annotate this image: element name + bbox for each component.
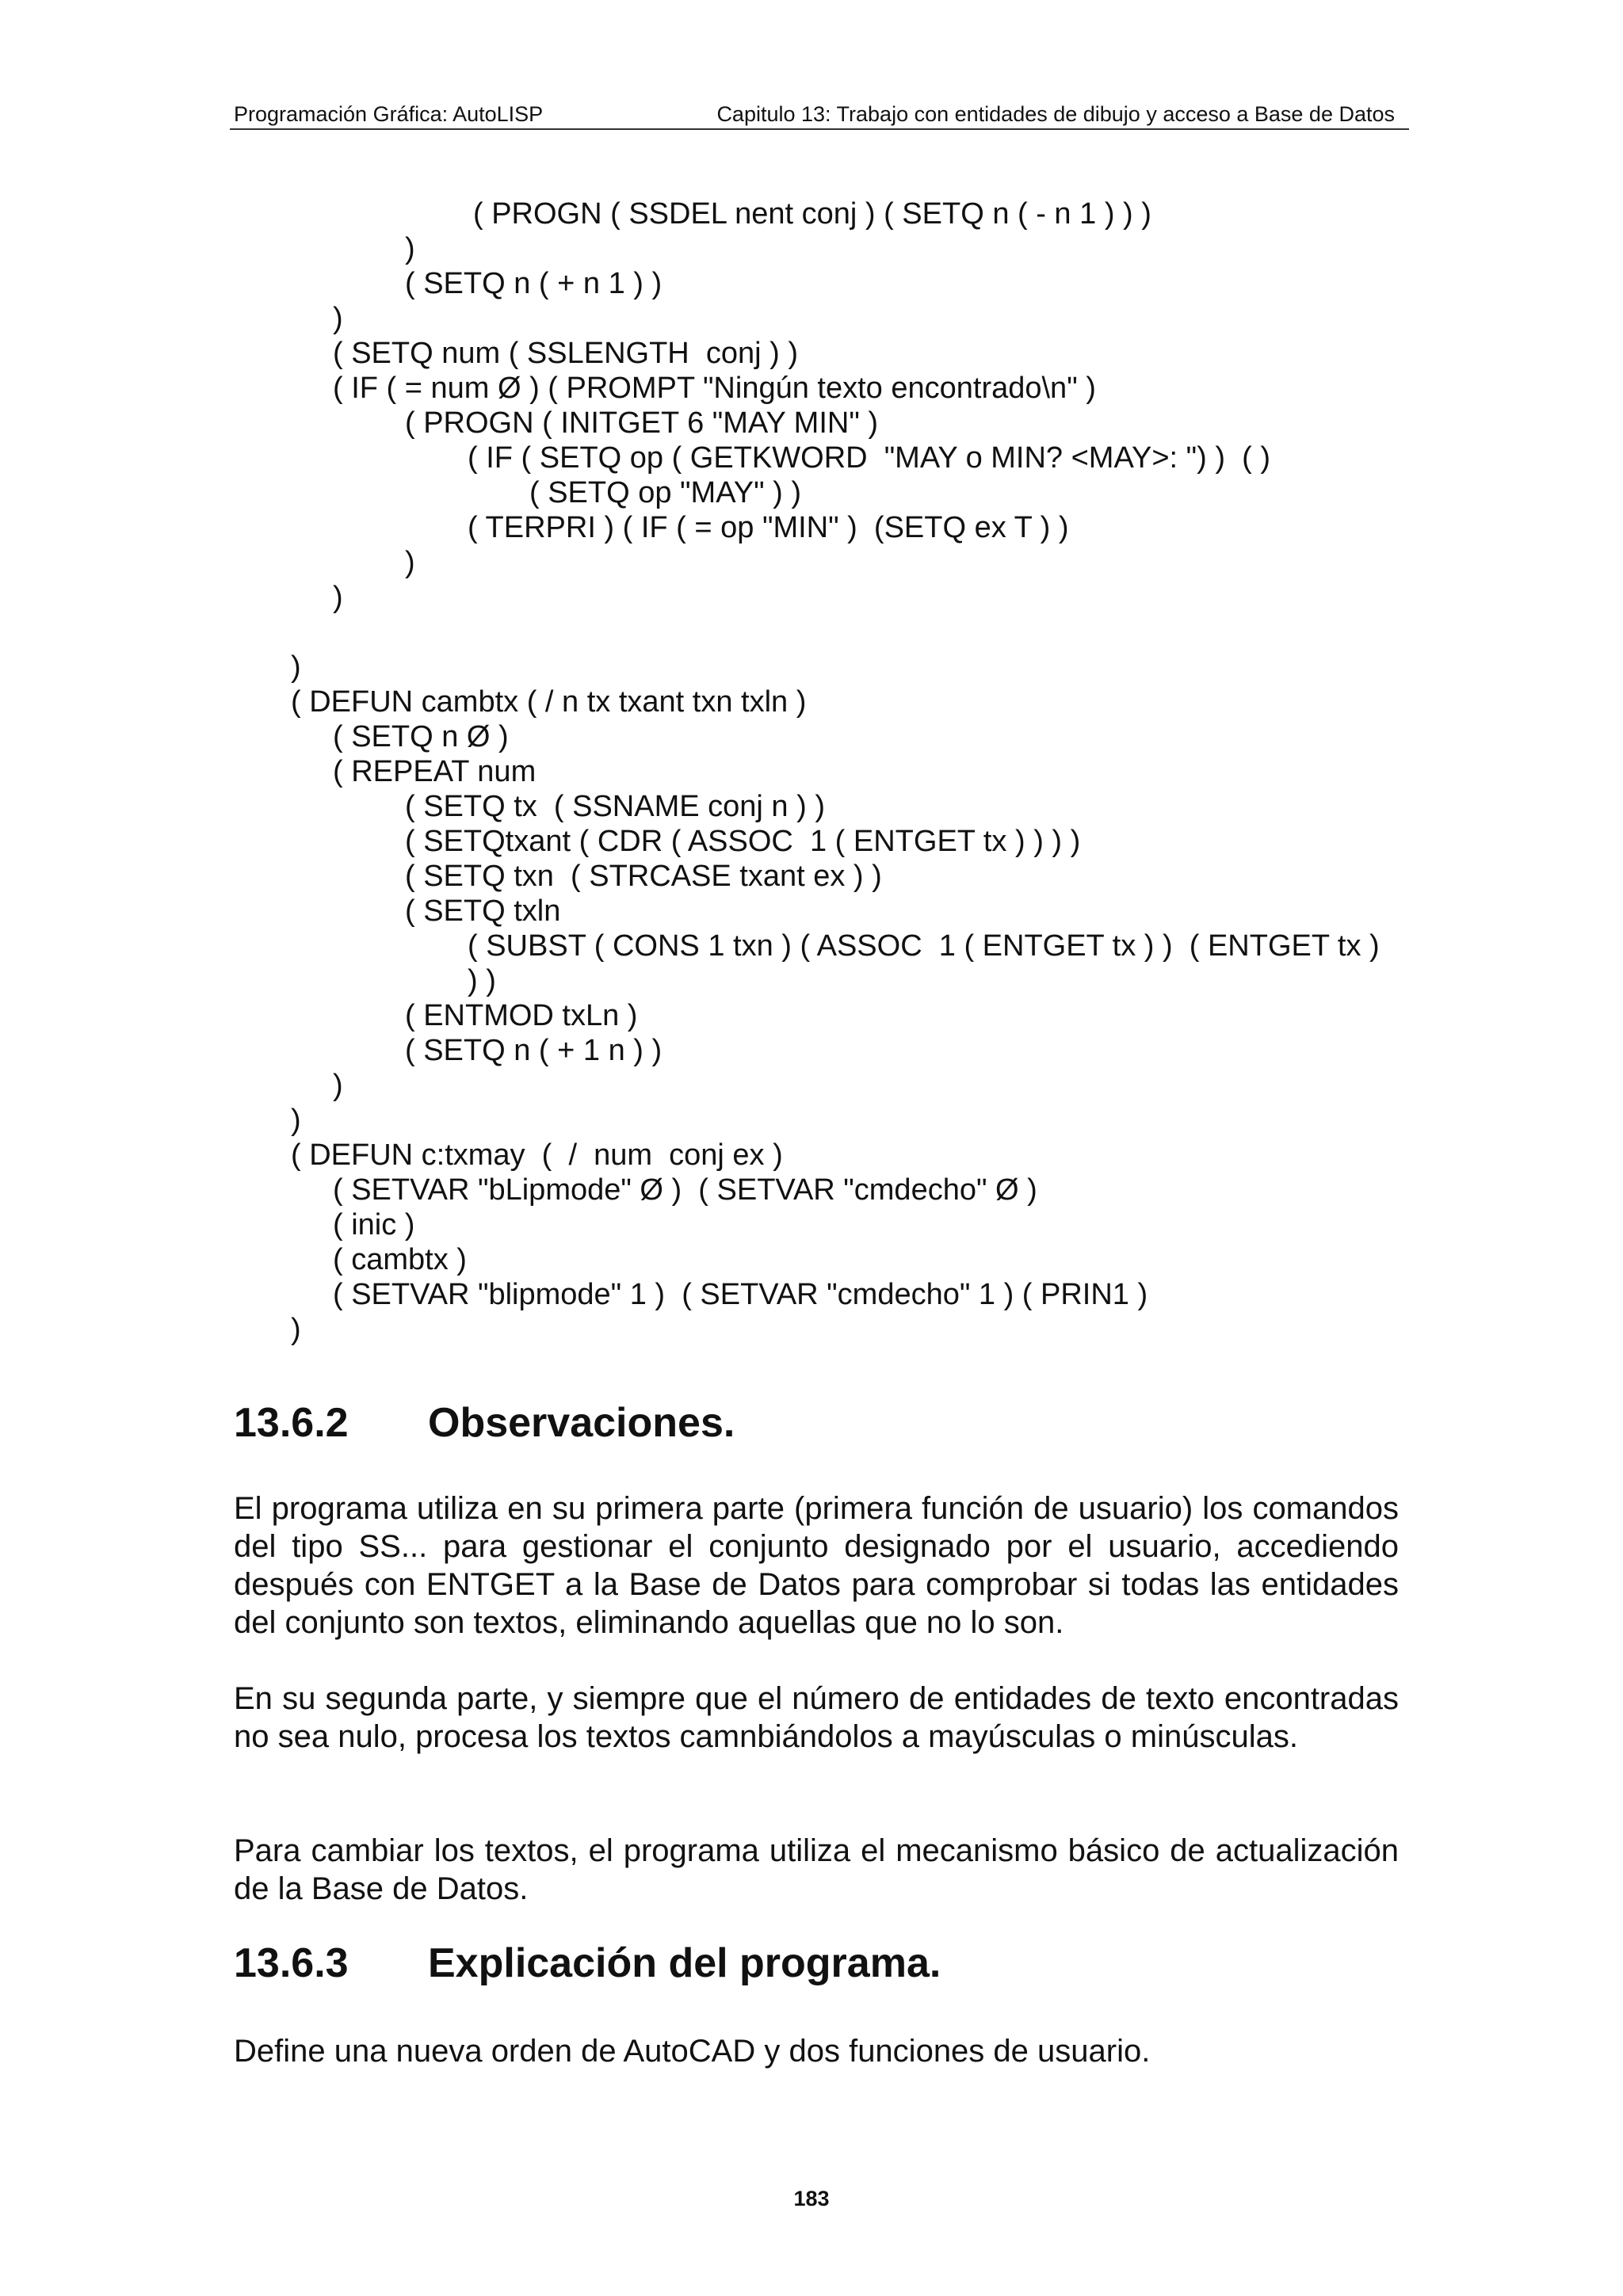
code-line: ( SETQ n ( + n 1 ) ) bbox=[405, 267, 663, 300]
code-line: ) bbox=[333, 581, 343, 614]
code-line: ) bbox=[291, 650, 301, 684]
code-line: ( SETQ tx ( SSNAME conj n ) ) bbox=[405, 790, 825, 823]
code-line: ( PROGN ( INITGET 6 "MAY MIN" ) bbox=[405, 406, 879, 440]
code-line: ( IF ( = num Ø ) ( PROMPT "Ningún texto encontrado\n" ) bbox=[333, 372, 1096, 405]
code-line: ) bbox=[291, 1313, 301, 1346]
paragraph: Para cambiar los textos, el programa utiliza el mecanismo básico de actualización de la Base de Datos. bbox=[234, 1833, 1399, 1906]
paragraph: En su segunda parte, y siempre que el número de entidades de texto encontradas no sea nulo, procesa los textos camnbiándolos a mayúsculas o minúsculas. bbox=[234, 1681, 1399, 1754]
code-line: ( SETQ txn ( STRCASE txant ex ) ) bbox=[405, 860, 882, 893]
paragraph: Define una nueva orden de AutoCAD y dos funciones de usuario. bbox=[234, 2034, 1151, 2069]
code-line: ) bbox=[405, 546, 415, 579]
code-line: ( SETVAR "bLipmode" Ø ) ( SETVAR "cmdecho" Ø ) bbox=[333, 1173, 1037, 1207]
code-line: ( DEFUN cambtx ( / n tx txant txn txln ) bbox=[291, 685, 807, 719]
code-line: ( SUBST ( CONS 1 txn ) ( ASSOC 1 ( ENTGET tx ) ) ( ENTGET tx ) bbox=[468, 929, 1380, 963]
code-line: ( inic ) bbox=[333, 1208, 415, 1241]
code-line: ( DEFUN c:txmay ( / num conj ex ) bbox=[291, 1138, 783, 1172]
code-line: ( REPEAT num bbox=[333, 755, 537, 788]
page-number: 183 bbox=[793, 2187, 830, 2210]
code-line: ) bbox=[405, 232, 415, 265]
code-line: ) bbox=[333, 1069, 343, 1102]
code-line: ( SETQtxant ( CDR ( ASSOC 1 ( ENTGET tx ) ) ) ) bbox=[405, 825, 1081, 858]
code-line: ( ENTMOD txLn ) bbox=[405, 999, 638, 1032]
code-line: ( PROGN ( SSDEL nent conj ) ( SETQ n ( - n 1 ) ) ) bbox=[473, 197, 1151, 231]
code-line: ( IF ( SETQ op ( GETKWORD "MAY o MIN? <MAY>: ") ) ( ) bbox=[468, 441, 1270, 475]
section-number: 13.6.3 bbox=[234, 1940, 349, 1986]
code-line: ) bbox=[333, 302, 343, 335]
code-line: ( TERPRI ) ( IF ( = op "MIN" ) (SETQ ex T ) ) bbox=[468, 511, 1069, 544]
code-line: ( SETVAR "blipmode" 1 ) ( SETVAR "cmdecho" 1 ) ( PRIN1 ) bbox=[333, 1278, 1148, 1311]
code-line: ( SETQ op "MAY" ) ) bbox=[529, 476, 801, 509]
code-line: ( SETQ txln bbox=[405, 894, 561, 928]
header-chapter-title: Capitulo 13: Trabajo con entidades de dibujo y acceso a Base de Datos bbox=[716, 102, 1395, 126]
code-line: ) bbox=[291, 1104, 301, 1137]
paragraph: El programa utiliza en su primera parte (primera función de usuario) los comandos del tipo SS... para gestionar el conjunto designado por el usuario, accediendo después con ENTGET a la Base de Datos para comprobar si todas las entidades del conjunto son textos, eliminando aquellas que no lo son. bbox=[234, 1491, 1399, 1640]
code-line: ( cambtx ) bbox=[333, 1243, 467, 1276]
section-number: 13.6.2 bbox=[234, 1400, 349, 1446]
section-title: Observaciones. bbox=[428, 1400, 735, 1446]
section-title: Explicación del programa. bbox=[428, 1940, 941, 1986]
code-line: ( SETQ n ( + 1 n ) ) bbox=[405, 1034, 663, 1067]
code-line: ( SETQ n Ø ) bbox=[333, 720, 509, 753]
code-line: ( SETQ num ( SSLENGTH conj ) ) bbox=[333, 337, 798, 370]
header-book-title: Programación Gráfica: AutoLISP bbox=[234, 102, 544, 126]
code-line: ) ) bbox=[468, 964, 496, 997]
